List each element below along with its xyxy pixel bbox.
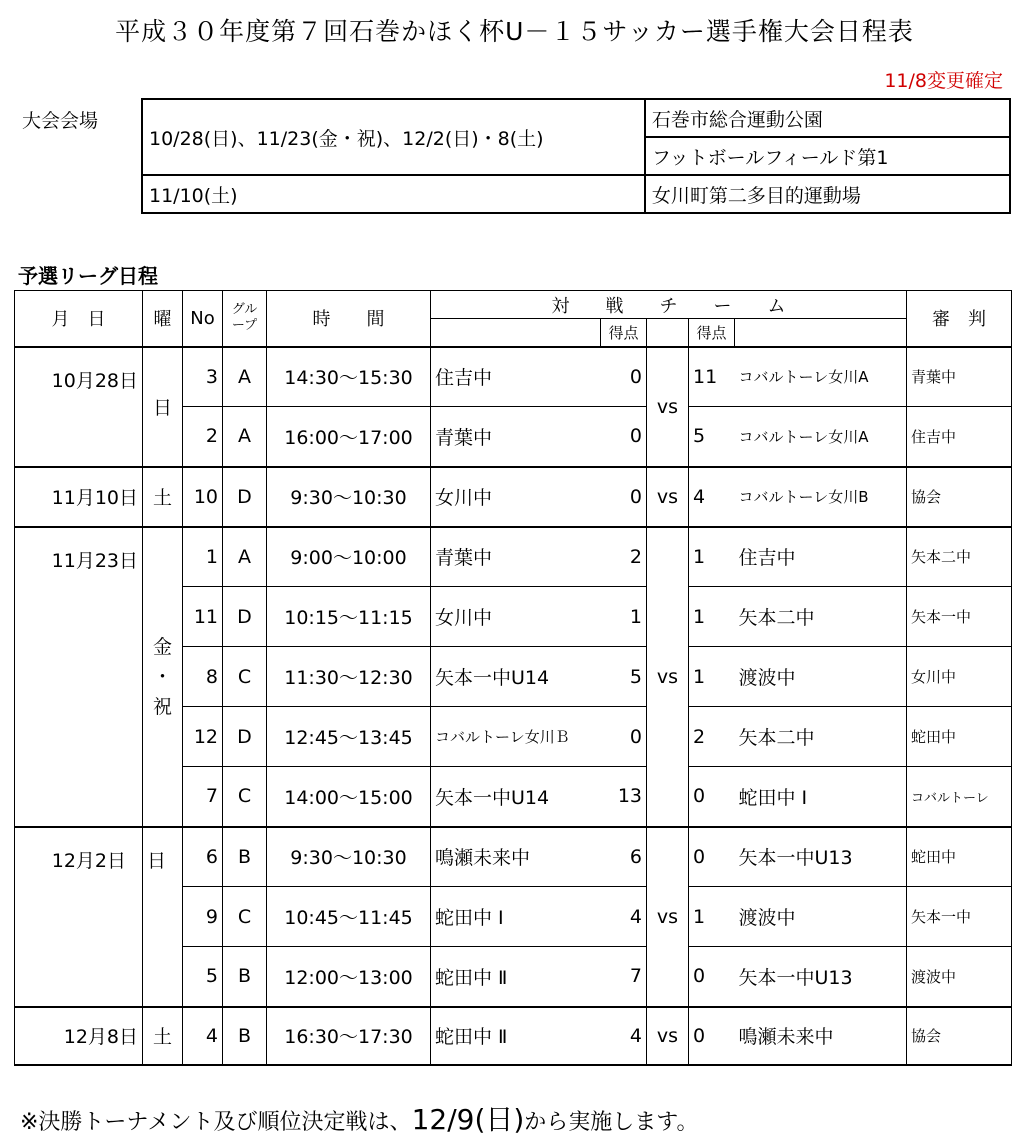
match-no: 8 xyxy=(183,647,223,707)
away-score: 2 xyxy=(689,707,735,767)
venue-place-1a: 石巻市総合運動公園 xyxy=(645,99,1010,137)
home-score: 7 xyxy=(601,947,647,1007)
vs-label: vs xyxy=(647,467,689,527)
home-team: 女川中 xyxy=(431,587,601,647)
weekday-cell xyxy=(143,527,183,827)
home-score: 0 xyxy=(601,707,647,767)
match-no: 7 xyxy=(183,767,223,827)
section-title: 予選リーグ日程 xyxy=(18,264,158,288)
match-group: C xyxy=(223,647,267,707)
away-score: 0 xyxy=(689,827,735,887)
referee: 蛇田中 xyxy=(907,707,1012,767)
away-team: 矢本一中U13 xyxy=(735,827,907,887)
match-group: A xyxy=(223,527,267,587)
away-score: 5 xyxy=(689,407,735,467)
referee: 女川中 xyxy=(907,647,1012,707)
match-no: 1 xyxy=(183,527,223,587)
date-cell: 11月10日 xyxy=(15,467,143,527)
venue-table xyxy=(141,98,1011,214)
home-team: コバルトーレ女川Ｂ xyxy=(431,707,601,767)
weekday-char: ・ xyxy=(152,665,172,688)
home-score: 0 xyxy=(601,407,647,467)
referee: 協会 xyxy=(907,1007,1012,1065)
vs-label: vs xyxy=(647,1007,689,1065)
match-no: 5 xyxy=(183,947,223,1007)
match-group: C xyxy=(223,887,267,947)
match-no: 6 xyxy=(183,827,223,887)
match-no: 12 xyxy=(183,707,223,767)
home-score: 4 xyxy=(601,1007,647,1065)
header-away-score: 得点 xyxy=(689,319,735,347)
referee: 住吉中 xyxy=(907,407,1012,467)
footnote-date: 12/9(日) xyxy=(411,1103,525,1136)
header-date: 月 日 xyxy=(15,291,143,347)
match-group: A xyxy=(223,347,267,407)
home-score: 0 xyxy=(601,347,647,407)
referee: 協会 xyxy=(907,467,1012,527)
home-team: 鳴瀬未来中 xyxy=(431,827,601,887)
away-score: 1 xyxy=(689,587,735,647)
match-group: D xyxy=(223,467,267,527)
home-team: 青葉中 xyxy=(431,527,601,587)
date-cell: 11月23日 xyxy=(15,527,143,827)
footnote xyxy=(20,1098,699,1138)
home-team: 住吉中 xyxy=(431,347,601,407)
away-team: コバルトーレ女川B xyxy=(735,467,907,527)
header-group: グループ xyxy=(223,291,267,347)
match-group: B xyxy=(223,1007,267,1065)
match-group: D xyxy=(223,587,267,647)
header-referee: 審 判 xyxy=(907,291,1012,347)
away-score: 0 xyxy=(689,767,735,827)
match-time: 12:45～13:45 xyxy=(267,707,431,767)
home-team: 青葉中 xyxy=(431,407,601,467)
venue-dates-1: 10/28(日)、11/23(金・祝)、12/2(日)・8(土) xyxy=(142,99,645,175)
date-text: 12月2日 xyxy=(51,849,126,872)
match-no: 3 xyxy=(183,347,223,407)
referee: 渡波中 xyxy=(907,947,1012,1007)
match-time: 12:00～13:00 xyxy=(267,947,431,1007)
home-team: 蛇田中 Ⅱ xyxy=(431,947,601,1007)
home-score: 2 xyxy=(601,527,647,587)
header-no: No xyxy=(183,291,223,347)
header-day: 曜 xyxy=(143,291,183,347)
away-team: 矢本二中 xyxy=(735,587,907,647)
weekday-cell: 土 xyxy=(143,467,183,527)
home-team: 蛇田中 Ⅰ xyxy=(431,887,601,947)
home-score: 1 xyxy=(601,587,647,647)
home-score: 4 xyxy=(601,887,647,947)
vs-label: vs xyxy=(647,527,689,827)
date-cell: 12月8日 xyxy=(15,1007,143,1065)
venue-dates-2: 11/10(土) xyxy=(142,175,645,213)
header-match: 対 戦 チ ー ム xyxy=(431,291,907,319)
away-team: 蛇田中 Ⅰ xyxy=(735,767,907,827)
header-home-score: 得点 xyxy=(601,319,647,347)
away-team: 住吉中 xyxy=(735,527,907,587)
date-cell xyxy=(15,827,143,1007)
footnote-text-end: から実施します。 xyxy=(524,1110,699,1135)
vs-label: vs xyxy=(647,827,689,1007)
update-note: 11/8変更確定 xyxy=(884,70,1003,92)
away-score: 4 xyxy=(689,467,735,527)
away-team: 渡波中 xyxy=(735,647,907,707)
away-team: 矢本一中U13 xyxy=(735,947,907,1007)
home-team: 矢本一中U14 xyxy=(431,647,601,707)
match-time: 10:45～11:45 xyxy=(267,887,431,947)
match-no: 4 xyxy=(183,1007,223,1065)
home-score: 13 xyxy=(601,767,647,827)
match-time: 9:30～10:30 xyxy=(267,467,431,527)
match-group: D xyxy=(223,707,267,767)
away-score: 1 xyxy=(689,887,735,947)
vs-label: vs xyxy=(647,347,689,467)
away-team: 矢本二中 xyxy=(735,707,907,767)
match-time: 9:30～10:30 xyxy=(267,827,431,887)
match-time: 16:00～17:00 xyxy=(267,407,431,467)
weekday-char: 金 xyxy=(152,635,172,658)
away-team: コバルトーレ女川A xyxy=(735,347,907,407)
match-group: B xyxy=(223,827,267,887)
match-time: 10:15～11:15 xyxy=(267,587,431,647)
weekday-cell: 日 xyxy=(143,347,183,467)
match-group: A xyxy=(223,407,267,467)
home-score: 0 xyxy=(601,467,647,527)
referee: 矢本二中 xyxy=(907,527,1012,587)
referee: 青葉中 xyxy=(907,347,1012,407)
match-group: C xyxy=(223,767,267,827)
weekday-char: 祝 xyxy=(152,695,172,718)
venue-label: 大会会場 xyxy=(22,110,99,132)
referee: 矢本一中 xyxy=(907,587,1012,647)
venue-place-1b: フットボールフィールド第1 xyxy=(645,137,1010,175)
page-title: 平成３０年度第７回石巻かほく杯U－１５サッカー選手権大会日程表 xyxy=(115,17,914,46)
match-no: 2 xyxy=(183,407,223,467)
home-score: 5 xyxy=(601,647,647,707)
away-score: 11 xyxy=(689,347,735,407)
away-team: コバルトーレ女川A xyxy=(735,407,907,467)
match-no: 9 xyxy=(183,887,223,947)
date-cell: 10月28日 xyxy=(15,347,143,467)
referee: 蛇田中 xyxy=(907,827,1012,887)
header-time: 時 間 xyxy=(267,291,431,347)
match-no: 10 xyxy=(183,467,223,527)
weekday-cell: 日 xyxy=(143,827,183,1007)
match-time: 16:30～17:30 xyxy=(267,1007,431,1065)
referee: コバルトーレ xyxy=(907,767,1012,827)
match-time: 11:30～12:30 xyxy=(267,647,431,707)
away-score: 0 xyxy=(689,947,735,1007)
match-time: 14:30～15:30 xyxy=(267,347,431,407)
home-team: 蛇田中 Ⅱ xyxy=(431,1007,601,1065)
weekday-cell: 土 xyxy=(143,1007,183,1065)
match-group: B xyxy=(223,947,267,1007)
match-time: 14:00～15:00 xyxy=(267,767,431,827)
away-team: 鳴瀬未来中 xyxy=(735,1007,907,1065)
match-no: 11 xyxy=(183,587,223,647)
schedule-table xyxy=(14,290,1012,1066)
home-score: 6 xyxy=(601,827,647,887)
referee: 矢本一中 xyxy=(907,887,1012,947)
match-time: 9:00～10:00 xyxy=(267,527,431,587)
away-team: 渡波中 xyxy=(735,887,907,947)
away-score: 1 xyxy=(689,647,735,707)
away-score: 0 xyxy=(689,1007,735,1065)
home-team: 女川中 xyxy=(431,467,601,527)
home-team: 矢本一中U14 xyxy=(431,767,601,827)
away-score: 1 xyxy=(689,527,735,587)
footnote-text: ※決勝トーナメント及び順位決定戦は、 xyxy=(20,1110,412,1135)
venue-place-2: 女川町第二多目的運動場 xyxy=(645,175,1010,213)
